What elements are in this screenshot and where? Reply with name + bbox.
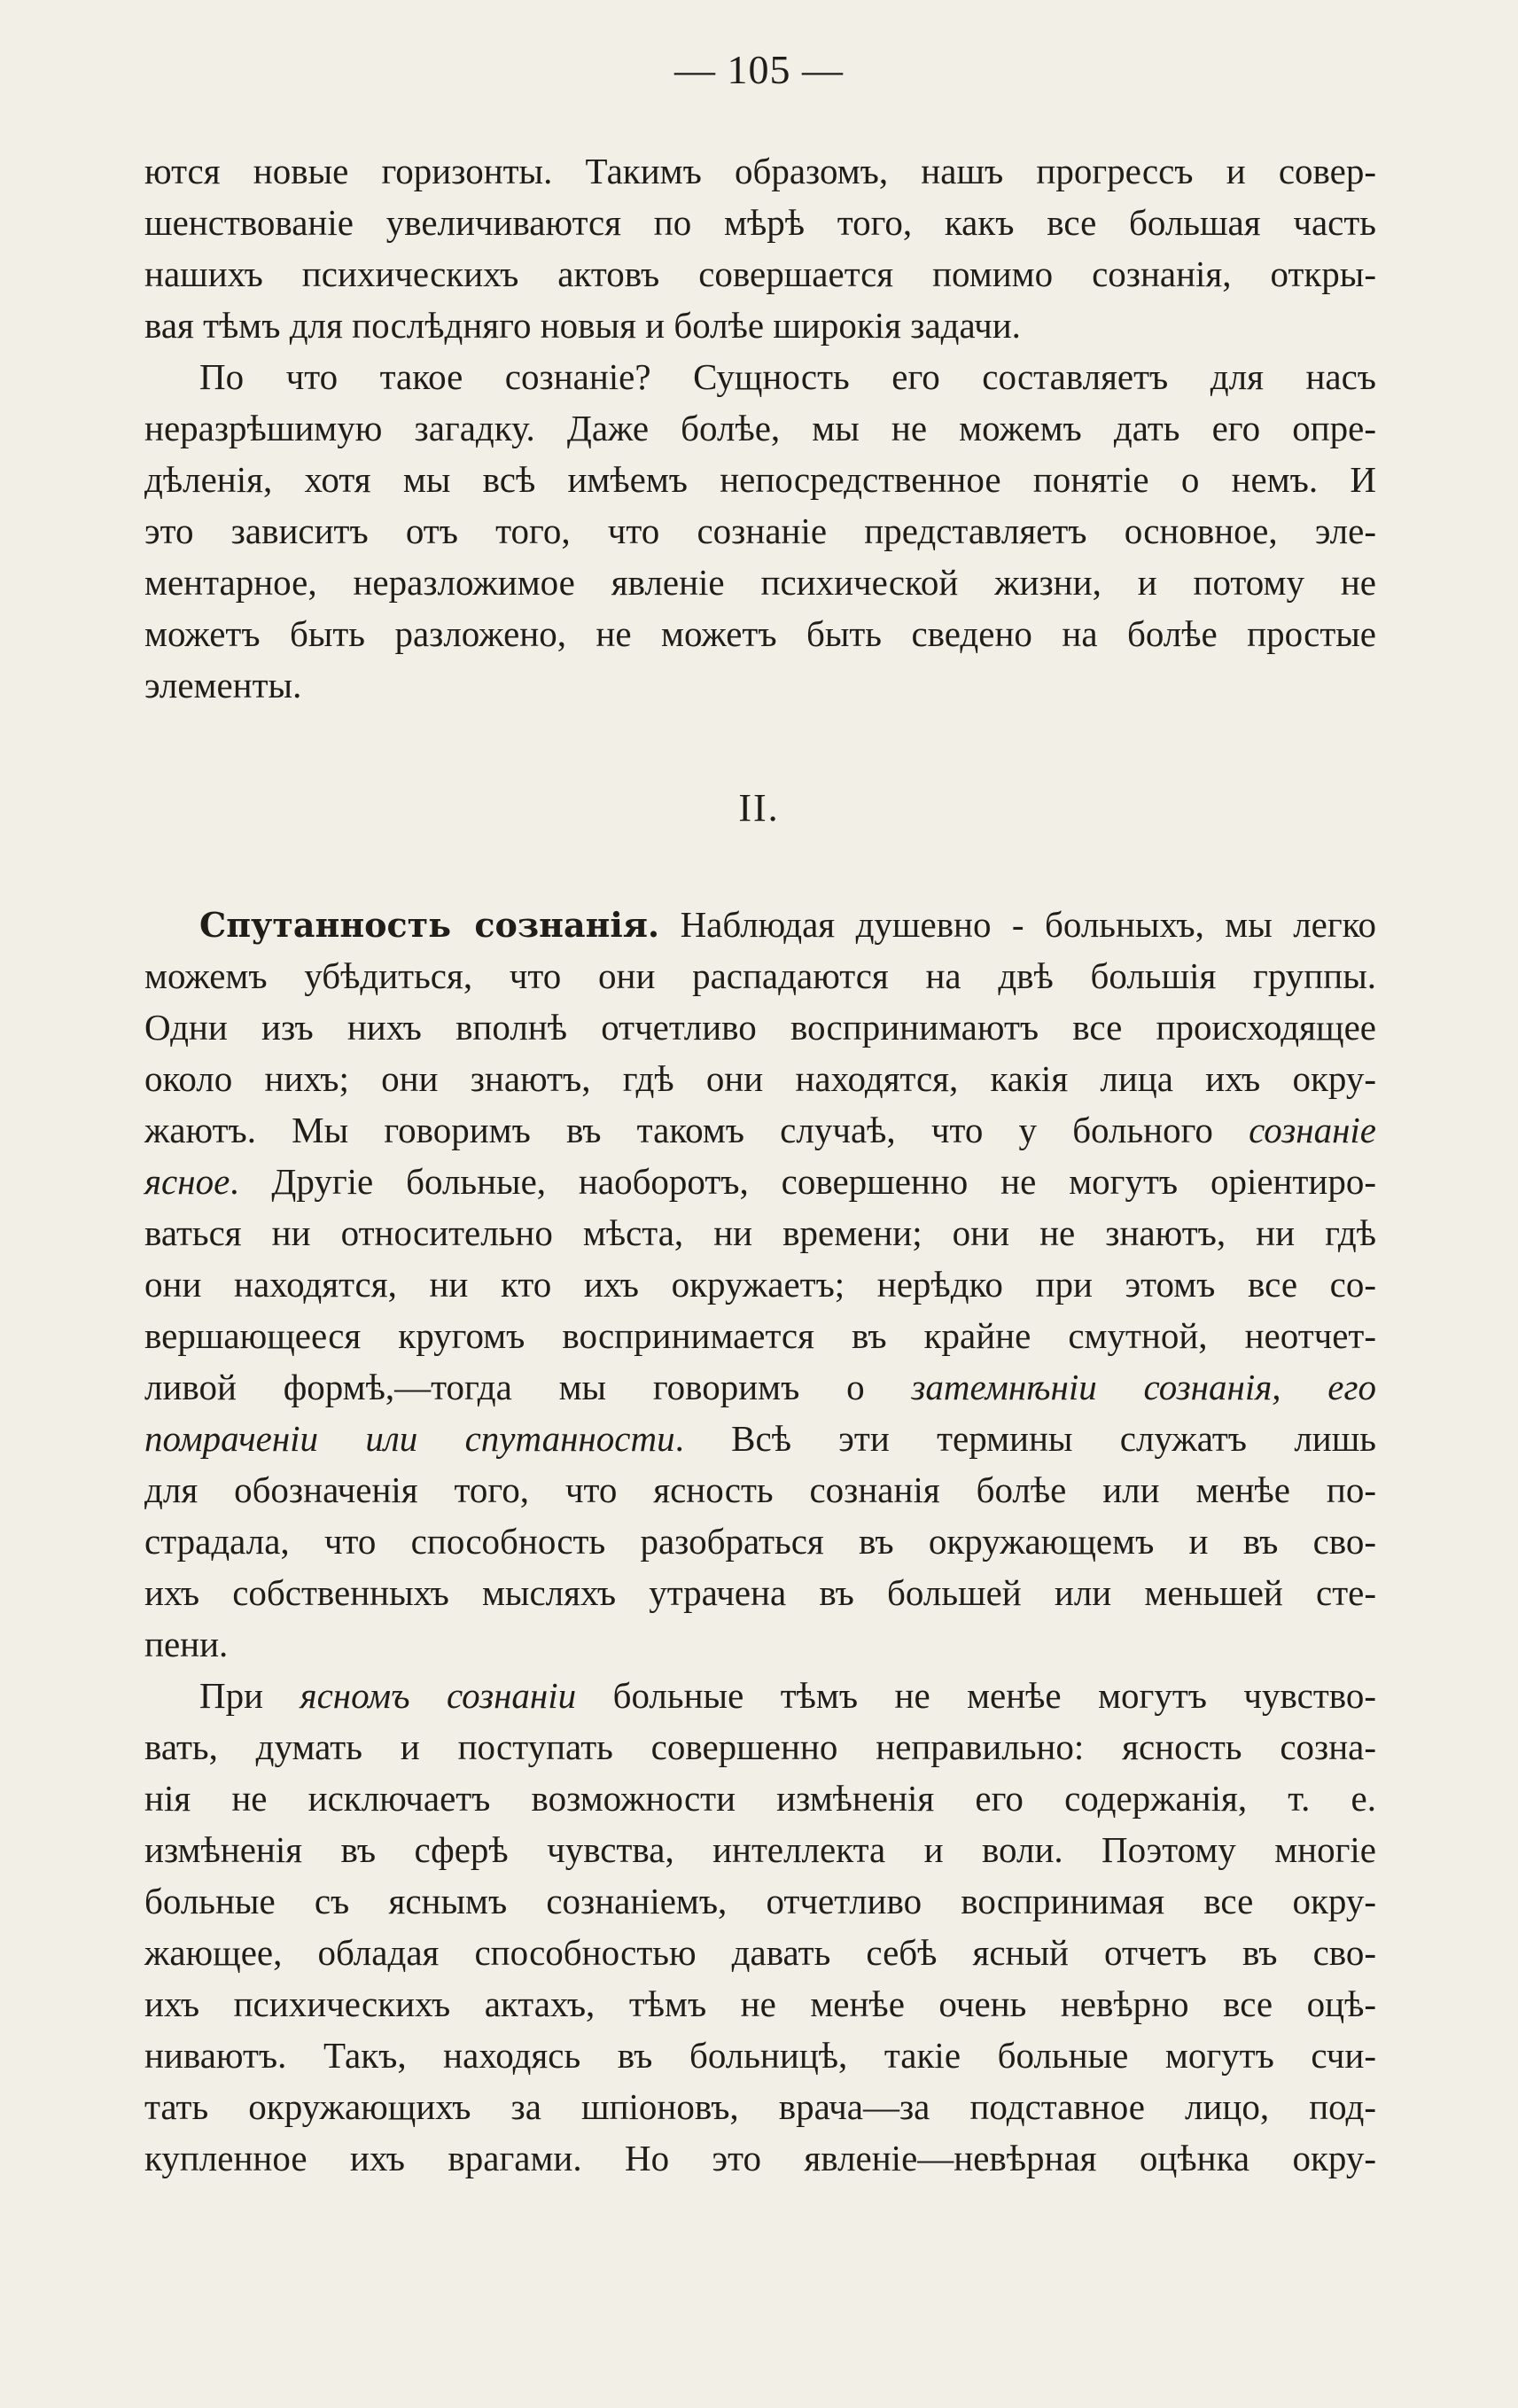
text-line: ливой формѣ,—тогда мы говоримъ о затемнѣніи сознанія, его xyxy=(144,1367,1376,1407)
text-line: помраченіи или спутанности. Всѣ эти термины служатъ лишь xyxy=(144,1418,1376,1459)
text-line: тать окружающихъ за шпіоновъ, врача—за подставное лицо, под- xyxy=(144,2086,1376,2127)
text-line: ясное. Другіе больные, наоборотъ, совершенно не могутъ оріентиро- xyxy=(144,1161,1376,1202)
text-line: жающее, обладая способностью давать себѣ ясный отчетъ въ сво- xyxy=(144,1932,1376,1973)
emphasis: ясномъ сознаніи xyxy=(300,1675,577,1716)
text-line: для обозначенія того, что ясность сознанія болѣе или менѣе по- xyxy=(144,1469,1376,1510)
text-line: элементы. xyxy=(144,665,302,705)
page-number: — 105 — xyxy=(674,47,844,92)
paragraph-block-top xyxy=(144,145,1376,711)
text-line: можетъ быть разложено, не можетъ быть сведено на болѣе простые xyxy=(144,613,1376,654)
text-line: можемъ убѣдиться, что они распадаются на двѣ большія группы. xyxy=(144,955,1376,996)
text-line: пени. xyxy=(144,1624,229,1664)
text-line: вать, думать и поступать совершенно неправильно: ясность созна- xyxy=(144,1726,1376,1767)
text-line: нашихъ психическихъ актовъ совершается помимо сознанія, откры- xyxy=(144,253,1376,294)
text-line: ихъ собственныхъ мысляхъ утрачена въ большей или меньшей сте- xyxy=(144,1572,1376,1613)
text-line: При ясномъ сознаніи больные тѣмъ не менѣе могутъ чувство- xyxy=(199,1675,1377,1716)
text-line: страдала, что способность разобраться въ окружающемъ и въ сво- xyxy=(144,1521,1376,1562)
text-line: купленное ихъ врагами. Но это явленіе—невѣрная оцѣнка окру- xyxy=(144,2138,1376,2178)
text-line: измѣненія въ сферѣ чувства, интеллекта и воли. Поэтому многіе xyxy=(144,1829,1376,1870)
text-line: это зависитъ отъ того, что сознаніе представляетъ основное, эле- xyxy=(144,510,1376,551)
text-line: ихъ психическихъ актахъ, тѣмъ не менѣе очень невѣрно все оцѣ- xyxy=(144,1983,1376,2024)
text-line: они находятся, ни кто ихъ окружаетъ; нерѣдко при этомъ все со- xyxy=(144,1264,1376,1305)
text-line: жаютъ. Мы говоримъ въ такомъ случаѣ, что у больного сознаніе xyxy=(144,1110,1376,1150)
text-line: шенствованіе увеличиваются по мѣрѣ того, какъ все большая часть xyxy=(144,202,1376,243)
text-line: Одни изъ нихъ вполнѣ отчетливо воспринимаютъ все происходящее xyxy=(144,1007,1376,1048)
emphasis: помраченіи или спутанности xyxy=(144,1418,675,1459)
run-in-heading: Спутанность сознанія. xyxy=(199,905,660,945)
text-line: больные съ яснымъ сознаніемъ, отчетливо воспринимая все окру- xyxy=(144,1881,1376,1921)
text-line: около нихъ; они знаютъ, гдѣ они находятся, какія лица ихъ окру- xyxy=(144,1058,1376,1099)
text-line: вая тѣмъ для послѣдняго новыя и болѣе широкія задачи. xyxy=(144,305,1021,346)
emphasis: сознаніе xyxy=(1249,1110,1376,1150)
paragraph-block-bottom xyxy=(144,899,1376,2184)
text-line: вершающееся кругомъ воспринимается въ крайне смутной, неотчет- xyxy=(144,1315,1376,1356)
section-heading: II. xyxy=(738,786,780,830)
text-line: По что такое сознаніе? Сущность его составляетъ для насъ xyxy=(199,356,1376,397)
text-line: ниваютъ. Такъ, находясь въ больницѣ, такіе больные могутъ счи- xyxy=(144,2035,1376,2076)
text-line: Спутанность сознанія. Наблюдая душевно - больныхъ, мы легко xyxy=(199,904,1377,945)
emphasis: затемнѣніи сознанія, его xyxy=(911,1367,1376,1407)
text-line: дѣленія, хотя мы всѣ имѣемъ непосредственное понятіе о немъ. И xyxy=(144,459,1376,500)
text-line: ваться ни относительно мѣста, ни времени; они не знаютъ, ни гдѣ xyxy=(144,1212,1376,1253)
text-line: нія не исключаетъ возможности измѣненія его содержанія, т. е. xyxy=(144,1778,1376,1819)
emphasis: ясное xyxy=(144,1161,230,1202)
text-line: неразрѣшимую загадку. Даже болѣе, мы не можемъ дать его опре- xyxy=(144,408,1376,448)
text-line: ментарное, неразложимое явленіе психической жизни, и потому не xyxy=(144,562,1376,603)
text-line: ются новые горизонты. Такимъ образомъ, нашъ прогрессъ и совер- xyxy=(144,151,1376,191)
